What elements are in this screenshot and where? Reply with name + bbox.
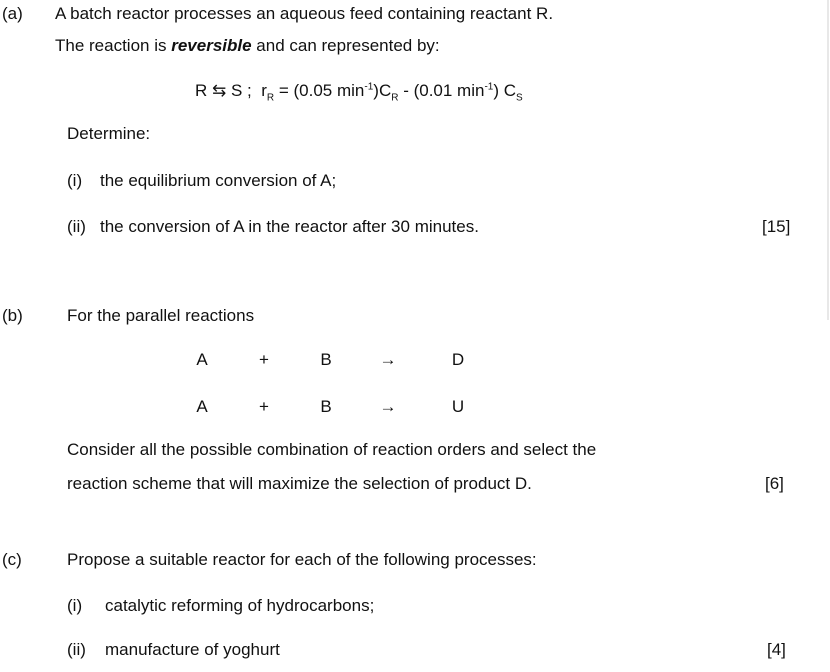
reaction-1-arrow-icon: → bbox=[379, 350, 397, 369]
concentration-s-subscript: S bbox=[516, 92, 523, 104]
equation-part4: ) C bbox=[493, 81, 517, 100]
part-a-line2-emphasis: reversible bbox=[171, 36, 252, 55]
part-c-item-2-num: (ii) bbox=[67, 640, 86, 659]
part-b-label: (b) bbox=[2, 306, 23, 325]
part-a-item-2-num: (ii) bbox=[67, 217, 86, 236]
reaction-expression: R ⇆ S ; bbox=[195, 81, 252, 100]
part-a-line1: A batch reactor processes an aqueous feed containing reactant R. bbox=[55, 4, 554, 23]
equation-part2: )C bbox=[373, 81, 392, 100]
equation-part1: = (0.05 min bbox=[274, 81, 365, 100]
equation-part3: - (0.01 min bbox=[398, 81, 485, 100]
part-c-label: (c) bbox=[2, 550, 22, 569]
reaction-2-reactant-a: A bbox=[196, 397, 208, 416]
part-c-item-1-text: catalytic reforming of hydrocarbons; bbox=[105, 596, 375, 615]
part-a-item-2-text: the conversion of A in the reactor after 30 minutes. bbox=[100, 217, 479, 236]
scan-edge-line bbox=[827, 0, 829, 320]
rate-equation bbox=[195, 81, 523, 104]
part-a-item-1-num: (i) bbox=[67, 171, 83, 190]
reaction-2-plus: + bbox=[259, 397, 269, 416]
part-b-line2: reaction scheme that will maximize the selection of product D. bbox=[67, 474, 532, 493]
reaction-2-product: U bbox=[451, 397, 465, 416]
part-b-intro: For the parallel reactions bbox=[67, 306, 255, 325]
part-b-marks: [6] bbox=[765, 474, 784, 493]
reaction-1-reactant-b: B bbox=[320, 350, 332, 369]
part-a-line2 bbox=[55, 36, 440, 56]
reaction-1-plus: + bbox=[259, 350, 269, 369]
reaction-2-arrow-icon: → bbox=[379, 397, 397, 416]
part-a-label: (a) bbox=[2, 4, 23, 23]
part-c-marks: [4] bbox=[767, 640, 786, 659]
part-a-line2-post: and can represented by: bbox=[251, 36, 440, 55]
rate-subscript: R bbox=[266, 92, 275, 104]
determine-heading: Determine: bbox=[67, 124, 151, 143]
part-c-intro: Propose a suitable reactor for each of the following processes: bbox=[67, 550, 537, 569]
exponent-1: -1 bbox=[364, 81, 374, 93]
part-a-line2-pre: The reaction is bbox=[55, 36, 172, 55]
part-a-item-1-text: the equilibrium conversion of A; bbox=[100, 171, 337, 190]
part-b-line1: Consider all the possible combination of reaction orders and select the bbox=[67, 440, 597, 459]
rate-symbol: r bbox=[261, 81, 267, 100]
part-a-marks: [15] bbox=[762, 217, 791, 236]
part-c-item-1-num: (i) bbox=[67, 596, 83, 615]
reaction-2-reactant-b: B bbox=[320, 397, 332, 416]
exponent-2: -1 bbox=[484, 81, 494, 93]
concentration-r-subscript: R bbox=[391, 92, 399, 104]
reaction-1-product: D bbox=[451, 350, 465, 369]
part-c-item-2-text: manufacture of yoghurt bbox=[105, 640, 280, 659]
reaction-1-reactant-a: A bbox=[196, 350, 208, 369]
